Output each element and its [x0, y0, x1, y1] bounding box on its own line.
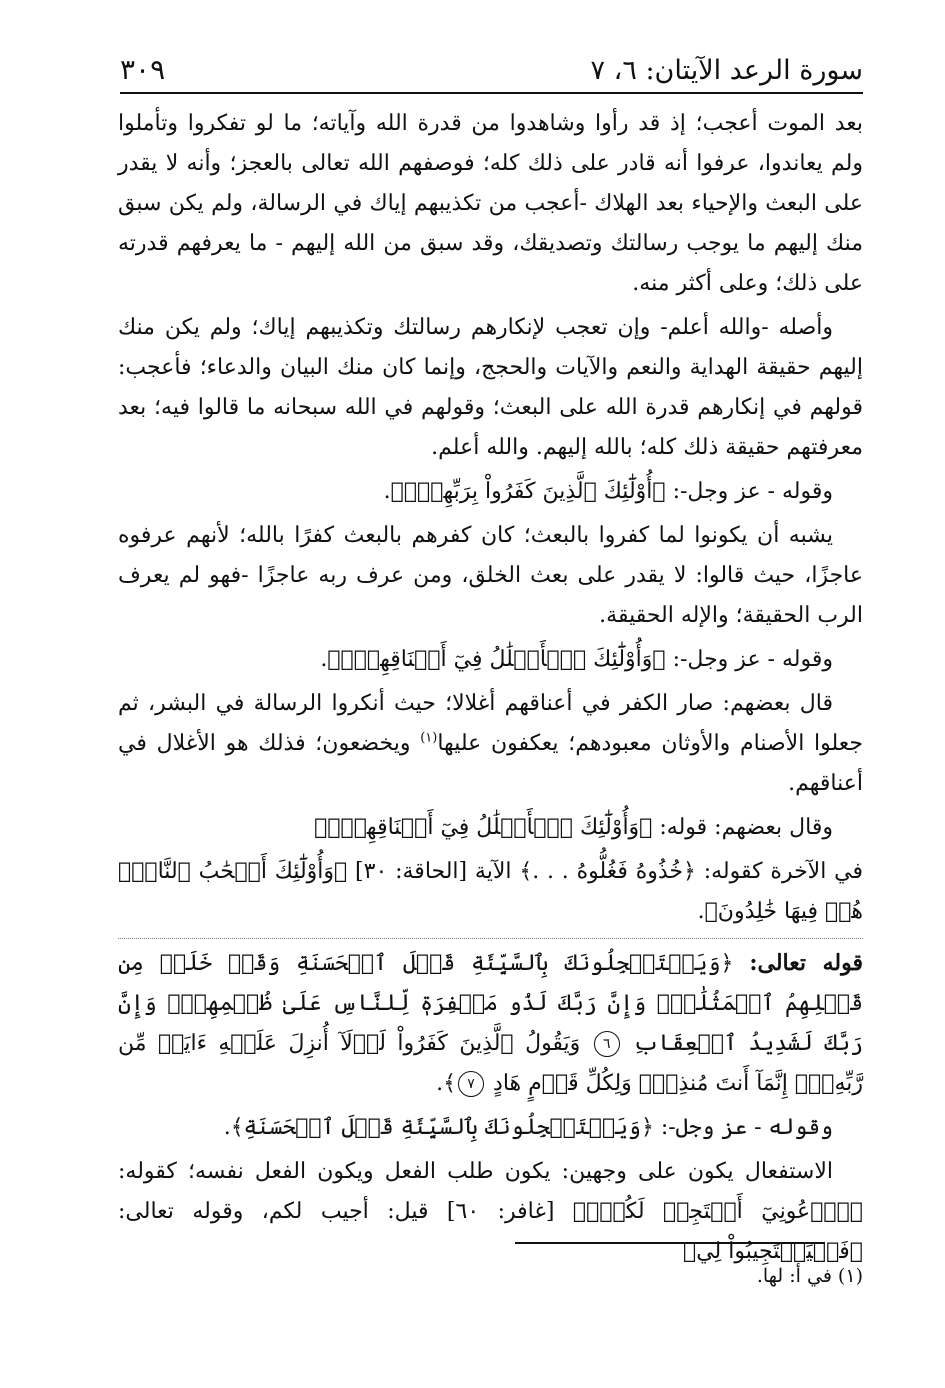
- footnote-ref: (١): [420, 730, 438, 746]
- main-text: [118, 104, 863, 1276]
- paragraph: يشبه أن يكونوا لما كفروا بالبعث؛ كان كفرهم بالبعث كفرًا بالله؛ لأنهم عرفوه عاجزًا، حيث قالوا: لا يقدر على بعث الخلق، ومن عرف ربه عاجزًا -فهو لم يعرف الرب الحقيقة؛ والإله الحقيقة.: [118, 523, 863, 628]
- paragraph-text: قال بعضهم: صار الكفر في أعناقهم أغلالا؛ حيث أنكروا الرسالة في البشر، ثم جعلوا الأصنام والأوثان معبودهم؛ يعكفون عليها: [118, 691, 864, 756]
- paragraph-text-cont: ويخضعون؛ فذلك هو الأغلال في أعناقهم.: [118, 731, 863, 796]
- verse-text: ﴿وَيَسۡتَعۡجِلُونَكَ بِٱلسَّيِّئَةِ قَبۡلَ ٱلۡحَسَنَةِ وَقَدۡ خَلَتۡ مِن قَبۡلِهِمُ ٱلۡمَثُلَٰتُۗ وَإِنَّ رَبَّكَ لَذُو مَغۡفِرَةٖ لِّلنَّاسِ عَلَىٰ ظُلۡمِهِمۡۖ وَإِنَّ رَبَّكَ لَشَدِيدُ ٱلۡعِقَابِ: [118, 951, 863, 1056]
- paragraph: الاستفعال يكون على وجهين: يكون طلب الفعل ويكون الفعل نفسه؛ كقوله: ﴿ٱدۡعُونِيٓ أَسۡتَجِبۡ لَكُمۡۚ﴾ [غافر: ٦٠] قيل: أجيب لكم، وقوله تعالى: ﴿فَلۡيَسۡتَجِيبُواْ لِي﴾: [118, 1159, 863, 1264]
- footnote-divider: [515, 1242, 825, 1244]
- running-title: سورة الرعد الآيتان: ٦، ٧: [590, 55, 863, 86]
- footnote: (١) في أ: لها.: [756, 1265, 863, 1287]
- verse-number-mark: ٦: [594, 1031, 620, 1057]
- quran-quote-line: وقوله - عز وجل-: ﴿وَأُوْلَٰٓئِكَ ٱلۡأَغۡلَٰلُ فِيٓ أَعۡنَاقِهِمۡۖ﴾.: [320, 647, 833, 672]
- paragraph: وأصله -والله أعلم- وإن تعجب لإنكارهم رسالتك وتكذيبهم إياك؛ ولم يكن منك إليهم حقيقة الهداية والنعم والآيات والحجج، وإنما كان منك البيان والدعاء؛ فأعجب: قولهم في إنكارهم قدرة الله على البعث؛ وقولهم في الله سبحانه ما قالوا فيه؛ بعد معرفتهم حقيقة ذلك كله؛ بالله إليهم. والله أعلم.: [118, 315, 864, 460]
- paragraph: بعد الموت أعجب؛ إذ قد رأوا وشاهدوا من قدرة الله وآياته؛ ما لو تفكروا وتأملوا ولم يعاندوا، عرفوا أنه قادر على ذلك كله؛ فوصفهم الله تعالى بالعجز؛ وأنه لا يقدر على البعث والإحياء بعد الهلاك -أعجب من تكذيبهم إياك في الرسالة، ولم يكن سبق منك إليهم ما يوجب رسالتك وتصديقك، وقد سبق من الله إليهم - ما يعرفهم قدرته على ذلك؛ وعلى أكثر منه.: [118, 111, 863, 296]
- page-number: ٣٠٩: [120, 53, 166, 86]
- verse-end: ﴾.: [436, 1071, 457, 1096]
- quran-quote-line: وقوله - عز وجل-: ﴿أُوْلَٰٓئِكَ ٱلَّذِينَ كَفَرُواْ بِرَبِّهِمۡۖ﴾.: [383, 479, 833, 504]
- paragraph: [118, 684, 863, 804]
- quran-quote-line: وقوله - عز وجل-: ﴿وَيَسۡتَعۡجِلُونَكَ بِٱلسَّيِّئَةِ قَبۡلَ ٱلۡحَسَنَةِ﴾.: [223, 1115, 833, 1140]
- paragraph: وقال بعضهم: قوله: ﴿وَأُوْلَٰٓئِكَ ٱلۡأَغۡلَٰلُ فِيٓ أَعۡنَاقِهِمۡۖ﴾: [314, 815, 833, 840]
- page-header: [120, 36, 863, 94]
- paragraph: في الآخرة كقوله: ﴿خُذُوهُ فَغُلُّوهُ . . .﴾ الآية [الحاقة: ٣٠] ﴿وَأُوْلَٰٓئِكَ أَصۡحَٰبُ ٱلنَّارِۖ هُمۡ فِيهَا خَٰلِدُونَ﴾.: [118, 859, 863, 924]
- verse-number-mark: ٧: [458, 1071, 484, 1097]
- verse-block: [118, 938, 863, 1104]
- verse-label: قوله تعالى:: [749, 950, 864, 976]
- verse-text: وَيَقُولُ ٱلَّذِينَ كَفَرُواْ لَوۡلَآ أُنزِلَ عَلَيۡهِ ءَايَةٞ مِّن رَّبِّهِۦٓۗ إِنَّمَآ أَنتَ مُنذِرٞۖ وَلِكُلِّ قَوۡمٍ هَادٍ: [118, 1031, 863, 1096]
